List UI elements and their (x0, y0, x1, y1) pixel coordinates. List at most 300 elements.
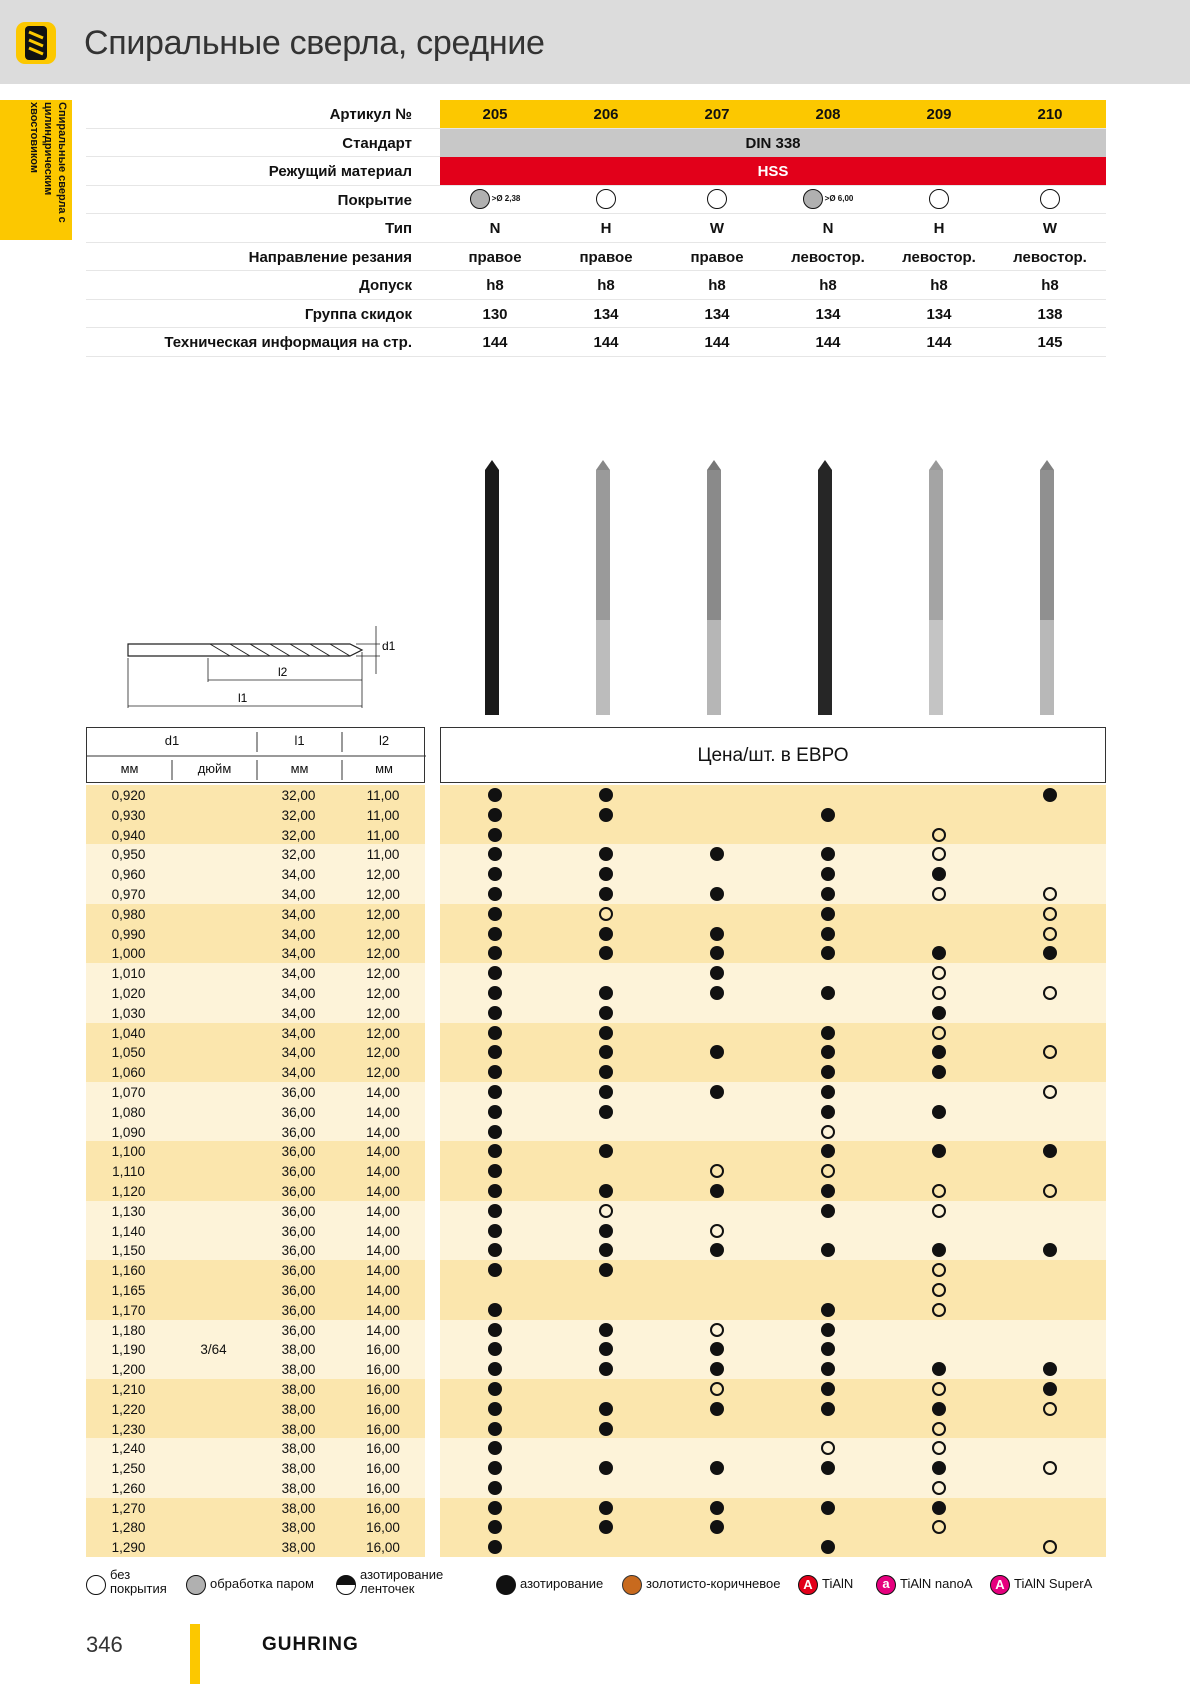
cell-l1: 36,00 (281, 1084, 316, 1100)
in-stock-dot-icon[interactable] (599, 1184, 613, 1198)
cell-d1-mm: 1,290 (111, 1540, 146, 1556)
spec-value: h8 (1041, 277, 1059, 294)
table-row (86, 1419, 1106, 1439)
in-stock-dot-icon[interactable] (599, 1422, 613, 1436)
table-row (86, 983, 1106, 1003)
in-stock-dot-icon[interactable] (488, 1402, 502, 1416)
section-tab[interactable] (0, 100, 72, 240)
in-stock-dot-icon[interactable] (599, 887, 613, 901)
in-stock-dot-icon[interactable] (710, 1362, 724, 1376)
cell-d1-mm: 0,920 (111, 788, 146, 803)
in-stock-dot-icon[interactable] (821, 1085, 835, 1099)
cell-l1: 32,00 (281, 788, 316, 803)
spec-row (86, 157, 1106, 186)
on-request-circle-icon[interactable] (932, 1283, 946, 1297)
in-stock-dot-icon[interactable] (932, 1362, 946, 1376)
in-stock-dot-icon[interactable] (488, 907, 502, 921)
cell-l1: 38,00 (281, 1342, 316, 1358)
spec-row (86, 186, 1106, 215)
spec-value: 138 (1037, 305, 1063, 323)
spec-value: 144 (815, 334, 841, 351)
cell-l1: 38,00 (281, 1461, 316, 1477)
spec-value: правое (468, 248, 522, 266)
in-stock-dot-icon[interactable] (488, 1422, 502, 1436)
cell-l1: 34,00 (281, 867, 316, 883)
steam-coating-icon: >Ø 6,00 (773, 189, 883, 209)
on-request-circle-icon[interactable] (932, 828, 946, 842)
spec-label: Группа скидок (304, 305, 412, 323)
table-row (86, 1102, 1106, 1122)
cell-l2: 16,00 (366, 1520, 400, 1536)
in-stock-dot-icon[interactable] (1043, 788, 1057, 802)
in-stock-dot-icon[interactable] (932, 1461, 946, 1475)
drill-image-207 (707, 460, 721, 715)
in-stock-dot-icon[interactable] (821, 1501, 835, 1515)
cell-l1: 34,00 (281, 946, 316, 962)
drill-image-208 (818, 460, 832, 715)
spec-label: Направление резания (248, 248, 412, 266)
spec-label: Покрытие (337, 191, 412, 209)
table-row (86, 1240, 1106, 1260)
cell-l1: 36,00 (281, 1322, 316, 1338)
spec-value: W (1042, 220, 1058, 237)
in-stock-dot-icon[interactable] (488, 1224, 502, 1238)
on-request-circle-icon[interactable] (932, 1422, 946, 1436)
legend-label: обработка паром (210, 1576, 314, 1591)
cell-l2: 12,00 (366, 1045, 400, 1061)
cell-d1-mm: 1,000 (111, 946, 146, 962)
cell-l2: 14,00 (366, 1144, 400, 1160)
in-stock-dot-icon[interactable] (821, 887, 835, 901)
cell-d1-mm: 1,050 (111, 1045, 146, 1061)
in-stock-dot-icon[interactable] (488, 887, 502, 901)
table-row (86, 1399, 1106, 1419)
spec-value: 205 (482, 106, 508, 123)
table-row (86, 825, 1106, 845)
article-table (86, 785, 1106, 1557)
in-stock-dot-icon[interactable] (599, 1362, 613, 1376)
cell-l2: 11,00 (366, 788, 400, 803)
cell-d1-mm: 1,080 (111, 1104, 146, 1120)
cell-l1: 36,00 (281, 1144, 316, 1160)
legend-label: азотирование (520, 1576, 604, 1591)
cell-l2: 12,00 (366, 1065, 400, 1081)
spec-label: Артикул № (329, 106, 412, 123)
cell-l2: 16,00 (366, 1362, 400, 1378)
spec-label: Техническая информация на стр. (164, 334, 412, 351)
cell-d1-mm: 0,940 (111, 827, 146, 843)
on-request-circle-icon[interactable] (1043, 1085, 1057, 1099)
cell-d1-mm: 1,170 (111, 1302, 146, 1318)
price-header-label: Цена/шт. в ЕВРО (697, 745, 849, 766)
cell-l2: 12,00 (366, 926, 400, 942)
cell-l2: 14,00 (366, 1302, 400, 1318)
in-stock-dot-icon[interactable] (821, 907, 835, 921)
in-stock-dot-icon[interactable] (1043, 1362, 1057, 1376)
table-row (86, 1359, 1106, 1379)
spec-value: левостор. (791, 248, 865, 266)
cell-l2: 12,00 (366, 1025, 400, 1041)
in-stock-dot-icon[interactable] (488, 927, 502, 941)
cell-d1-mm: 1,210 (111, 1381, 146, 1397)
in-stock-dot-icon[interactable] (599, 1105, 613, 1119)
drill-image-205 (485, 460, 499, 715)
spec-value: 207 (704, 106, 730, 123)
in-stock-dot-icon[interactable] (488, 788, 502, 802)
coating-legend (86, 1567, 1106, 1600)
cell-d1-mm: 0,980 (111, 906, 146, 922)
cell-l1: 36,00 (281, 1203, 316, 1219)
cell-l1: 34,00 (281, 966, 316, 982)
table-row (86, 1300, 1106, 1320)
cell-l1: 32,00 (281, 847, 316, 863)
table-row (86, 884, 1106, 904)
in-stock-dot-icon[interactable] (599, 788, 613, 802)
spec-value: h8 (486, 277, 504, 294)
in-stock-dot-icon[interactable] (599, 1085, 613, 1099)
spec-value: 134 (704, 305, 730, 323)
cell-l1: 34,00 (281, 1025, 316, 1041)
spec-value: H (933, 220, 945, 237)
brand-logo: GUHRING (262, 1634, 359, 1655)
in-stock-dot-icon[interactable] (599, 1402, 613, 1416)
in-stock-dot-icon[interactable] (821, 808, 835, 822)
cell-l1: 36,00 (281, 1263, 316, 1279)
table-row (86, 1438, 1106, 1458)
table-row (86, 1003, 1106, 1023)
on-request-circle-icon[interactable] (932, 1184, 946, 1198)
table-row (86, 1320, 1106, 1340)
cell-d1-mm: 1,110 (112, 1164, 145, 1180)
on-request-circle-icon[interactable] (1043, 986, 1057, 1000)
spec-value: 130 (482, 305, 508, 323)
in-stock-dot-icon[interactable] (710, 986, 724, 1000)
cell-l1: 34,00 (281, 1005, 316, 1021)
l2-label: l2 (278, 665, 288, 679)
spec-value: h8 (597, 277, 615, 294)
on-request-circle-icon[interactable] (710, 1323, 724, 1337)
cell-d1-mm: 1,200 (111, 1362, 146, 1378)
cell-d1-mm: 0,930 (111, 807, 146, 823)
cell-l1: 34,00 (281, 926, 316, 942)
cell-d1-mm: 1,160 (111, 1263, 146, 1279)
no-coating-icon (995, 189, 1105, 209)
col-l1: l1 (294, 733, 305, 748)
col-l1-mm: мм (290, 761, 309, 776)
on-request-circle-icon[interactable] (1043, 1184, 1057, 1198)
in-stock-dot-icon[interactable] (821, 986, 835, 1000)
cell-l1: 36,00 (281, 1223, 316, 1239)
in-stock-dot-icon[interactable] (821, 1204, 835, 1218)
in-stock-dot-icon[interactable] (710, 1402, 724, 1416)
cell-l2: 16,00 (366, 1461, 400, 1477)
in-stock-dot-icon[interactable] (599, 1026, 613, 1040)
steam-coating-icon: >Ø 2,38 (440, 189, 550, 209)
in-stock-dot-icon[interactable] (488, 1006, 502, 1020)
col-d1-inch: дюйм (197, 761, 232, 776)
section-tab-label: Спиральные сверла с цилиндрическим хвостовиком (28, 102, 68, 223)
spec-value: 145 (1037, 334, 1063, 351)
on-request-circle-icon[interactable] (1043, 907, 1057, 921)
on-request-circle-icon[interactable] (932, 1382, 946, 1396)
spec-value: правое (579, 248, 633, 266)
cell-l2: 14,00 (366, 1104, 400, 1120)
steam-treatment-icon (186, 1575, 206, 1595)
table-row (86, 1478, 1106, 1498)
cell-l1: 38,00 (281, 1480, 316, 1496)
in-stock-dot-icon[interactable] (599, 986, 613, 1000)
in-stock-dot-icon[interactable] (599, 1461, 613, 1475)
cell-l1: 38,00 (281, 1500, 316, 1516)
table-row (86, 924, 1106, 944)
drill-image-210 (1040, 460, 1054, 715)
col-l2: l2 (378, 733, 390, 748)
spec-value: N (489, 220, 501, 237)
on-request-circle-icon[interactable] (1043, 1402, 1057, 1416)
on-request-circle-icon[interactable] (1043, 1461, 1057, 1475)
no-coating-icon (86, 1575, 106, 1595)
col-d1: d1 (164, 733, 180, 748)
on-request-circle-icon[interactable] (932, 887, 946, 901)
in-stock-dot-icon[interactable] (488, 986, 502, 1000)
cell-l1: 38,00 (281, 1401, 316, 1417)
spec-value: h8 (819, 277, 837, 294)
cell-l2: 16,00 (366, 1381, 400, 1397)
in-stock-dot-icon[interactable] (932, 1006, 946, 1020)
table-row (86, 1260, 1106, 1280)
in-stock-dot-icon[interactable] (821, 927, 835, 941)
spec-value: N (822, 220, 834, 237)
footer-accent-bar (190, 1624, 200, 1684)
in-stock-dot-icon[interactable] (599, 1224, 613, 1238)
in-stock-dot-icon[interactable] (488, 1323, 502, 1337)
cell-l2: 16,00 (366, 1342, 400, 1358)
spec-span-value: DIN 338 (745, 134, 801, 152)
cell-d1-mm: 1,150 (111, 1243, 146, 1259)
table-row (86, 864, 1106, 884)
in-stock-dot-icon[interactable] (488, 1204, 502, 1218)
in-stock-dot-icon[interactable] (932, 1105, 946, 1119)
cell-d1-mm: 1,140 (111, 1223, 146, 1239)
table-row (86, 844, 1106, 864)
no-coating-icon (884, 189, 994, 209)
in-stock-dot-icon[interactable] (710, 887, 724, 901)
spec-value: 144 (704, 334, 730, 351)
spec-row (86, 300, 1106, 329)
in-stock-dot-icon[interactable] (599, 1323, 613, 1337)
in-stock-dot-icon[interactable] (821, 1323, 835, 1337)
in-stock-dot-icon[interactable] (488, 1125, 502, 1139)
in-stock-dot-icon[interactable] (488, 828, 502, 842)
table-row (86, 1082, 1106, 1102)
cell-l1: 38,00 (281, 1421, 316, 1437)
on-request-circle-icon[interactable] (599, 907, 613, 921)
in-stock-dot-icon[interactable] (488, 1481, 502, 1495)
spec-value: 144 (593, 334, 619, 351)
in-stock-dot-icon[interactable] (488, 1303, 502, 1317)
cell-d1-mm: 1,280 (111, 1520, 146, 1536)
table-row (86, 1458, 1106, 1478)
cell-l1: 32,00 (281, 807, 316, 823)
table-row (86, 1161, 1106, 1181)
in-stock-dot-icon[interactable] (488, 1362, 502, 1376)
cell-d1-mm: 1,020 (111, 985, 146, 1001)
cell-l2: 14,00 (366, 1322, 400, 1338)
col-d1-mm: мм (120, 761, 139, 776)
in-stock-dot-icon[interactable] (599, 1501, 613, 1515)
drill-dimension-diagram (120, 620, 400, 710)
land-nitriding-icon (336, 1575, 356, 1595)
table-row (86, 1042, 1106, 1062)
in-stock-dot-icon[interactable] (488, 1461, 502, 1475)
spec-value: 134 (815, 305, 841, 323)
on-request-circle-icon[interactable] (1043, 927, 1057, 941)
in-stock-dot-icon[interactable] (821, 1461, 835, 1475)
no-coating-icon (662, 189, 772, 209)
legend-label: TiAlN SuperA (1014, 1576, 1093, 1591)
in-stock-dot-icon[interactable] (710, 1461, 724, 1475)
cell-d1-mm: 0,990 (111, 926, 146, 942)
in-stock-dot-icon[interactable] (488, 1184, 502, 1198)
cell-l1: 38,00 (281, 1381, 316, 1397)
d1-label: d1 (382, 639, 396, 653)
in-stock-dot-icon[interactable] (821, 1184, 835, 1198)
cell-l1: 32,00 (281, 827, 316, 843)
cell-l2: 11,00 (366, 807, 400, 823)
in-stock-dot-icon[interactable] (488, 1382, 502, 1396)
cell-l2: 12,00 (366, 1005, 400, 1021)
cell-l2: 16,00 (366, 1480, 400, 1496)
col-l2-mm: мм (375, 761, 393, 776)
in-stock-dot-icon[interactable] (710, 1184, 724, 1198)
cell-d1-mm: 1,230 (111, 1421, 146, 1437)
cell-d1-mm: 1,240 (111, 1441, 146, 1457)
on-request-circle-icon[interactable] (932, 986, 946, 1000)
table-row (86, 1498, 1106, 1518)
in-stock-dot-icon[interactable] (599, 1006, 613, 1020)
cell-l2: 11,00 (366, 827, 400, 843)
in-stock-dot-icon[interactable] (710, 1501, 724, 1515)
cell-d1-mm: 1,260 (111, 1480, 146, 1496)
table-row (86, 963, 1106, 983)
table-row (86, 1122, 1106, 1142)
cell-d1-mm: 1,060 (111, 1065, 146, 1081)
cell-d1-mm: 1,190 (111, 1342, 146, 1358)
cell-d1-inch: 3/64 (200, 1342, 227, 1358)
cell-l1: 36,00 (281, 1104, 316, 1120)
cell-d1-mm: 1,040 (111, 1025, 146, 1041)
in-stock-dot-icon[interactable] (821, 1402, 835, 1416)
on-request-circle-icon[interactable] (599, 1204, 613, 1218)
cell-l2: 14,00 (366, 1183, 400, 1199)
tialn-icon: A (798, 1575, 818, 1595)
cell-l2: 16,00 (366, 1421, 400, 1437)
on-request-circle-icon[interactable] (710, 1224, 724, 1238)
in-stock-dot-icon[interactable] (821, 1105, 835, 1119)
in-stock-dot-icon[interactable] (488, 1501, 502, 1515)
spec-row (86, 214, 1106, 243)
cell-d1-mm: 1,010 (111, 966, 146, 982)
cell-l1: 36,00 (281, 1243, 316, 1259)
cell-d1-mm: 1,070 (111, 1084, 146, 1100)
in-stock-dot-icon[interactable] (710, 1085, 724, 1099)
spec-value: 208 (815, 106, 841, 123)
in-stock-dot-icon[interactable] (932, 1402, 946, 1416)
cell-l2: 14,00 (366, 1084, 400, 1100)
cell-d1-mm: 1,270 (111, 1500, 146, 1516)
in-stock-dot-icon[interactable] (599, 927, 613, 941)
on-request-circle-icon[interactable] (821, 1125, 835, 1139)
on-request-circle-icon[interactable] (1043, 887, 1057, 901)
in-stock-dot-icon[interactable] (821, 1026, 835, 1040)
on-request-circle-icon[interactable] (932, 1303, 946, 1317)
in-stock-dot-icon[interactable] (488, 1026, 502, 1040)
cell-d1-mm: 1,220 (111, 1401, 146, 1417)
in-stock-dot-icon[interactable] (821, 1303, 835, 1317)
in-stock-dot-icon[interactable] (821, 1362, 835, 1376)
cell-l2: 14,00 (366, 1164, 400, 1180)
table-row (86, 1062, 1106, 1082)
cell-l2: 16,00 (366, 1540, 400, 1556)
spec-row (86, 328, 1106, 357)
gold-brown-coating-icon (622, 1575, 642, 1595)
on-request-circle-icon[interactable] (932, 1204, 946, 1218)
on-request-circle-icon[interactable] (932, 1026, 946, 1040)
table-row (86, 1181, 1106, 1201)
cell-l2: 14,00 (366, 1203, 400, 1219)
cell-l1: 36,00 (281, 1302, 316, 1318)
cell-l2: 12,00 (366, 946, 400, 962)
cell-l1: 34,00 (281, 1065, 316, 1081)
in-stock-dot-icon[interactable] (599, 808, 613, 822)
spec-value: H (600, 220, 612, 237)
spec-value: h8 (930, 277, 948, 294)
spec-row (86, 129, 1106, 158)
legend-label: без покрытия (110, 1567, 167, 1596)
spec-span-value: HSS (757, 163, 789, 180)
spec-row (86, 100, 1106, 129)
on-request-circle-icon[interactable] (710, 1382, 724, 1396)
cell-d1-mm: 1,130 (111, 1203, 146, 1219)
in-stock-dot-icon[interactable] (488, 808, 502, 822)
cell-l2: 14,00 (366, 1124, 400, 1140)
cell-d1-mm: 1,030 (111, 1005, 146, 1021)
legend-label: TiAlN nanoA (900, 1576, 973, 1591)
cell-d1-mm: 1,180 (111, 1322, 146, 1338)
table-row (86, 1379, 1106, 1399)
in-stock-dot-icon[interactable] (488, 1105, 502, 1119)
on-request-circle-icon[interactable] (932, 1481, 946, 1495)
cell-l2: 12,00 (366, 867, 400, 883)
table-row (86, 785, 1106, 805)
cell-l2: 16,00 (366, 1401, 400, 1417)
no-coating-icon (551, 189, 661, 209)
table-row (86, 1537, 1106, 1557)
cell-d1-mm: 1,120 (111, 1183, 146, 1199)
in-stock-dot-icon[interactable] (710, 927, 724, 941)
cell-l2: 16,00 (366, 1500, 400, 1516)
cell-d1-mm: 1,250 (111, 1461, 146, 1477)
in-stock-dot-icon[interactable] (488, 1085, 502, 1099)
cell-d1-mm: 0,970 (111, 886, 146, 902)
spec-header (86, 100, 1106, 357)
in-stock-dot-icon[interactable] (932, 1501, 946, 1515)
in-stock-dot-icon[interactable] (821, 1382, 835, 1396)
table-row (86, 1023, 1106, 1043)
cell-l2: 14,00 (366, 1282, 400, 1298)
in-stock-dot-icon[interactable] (1043, 1382, 1057, 1396)
cell-l1: 38,00 (281, 1520, 316, 1536)
